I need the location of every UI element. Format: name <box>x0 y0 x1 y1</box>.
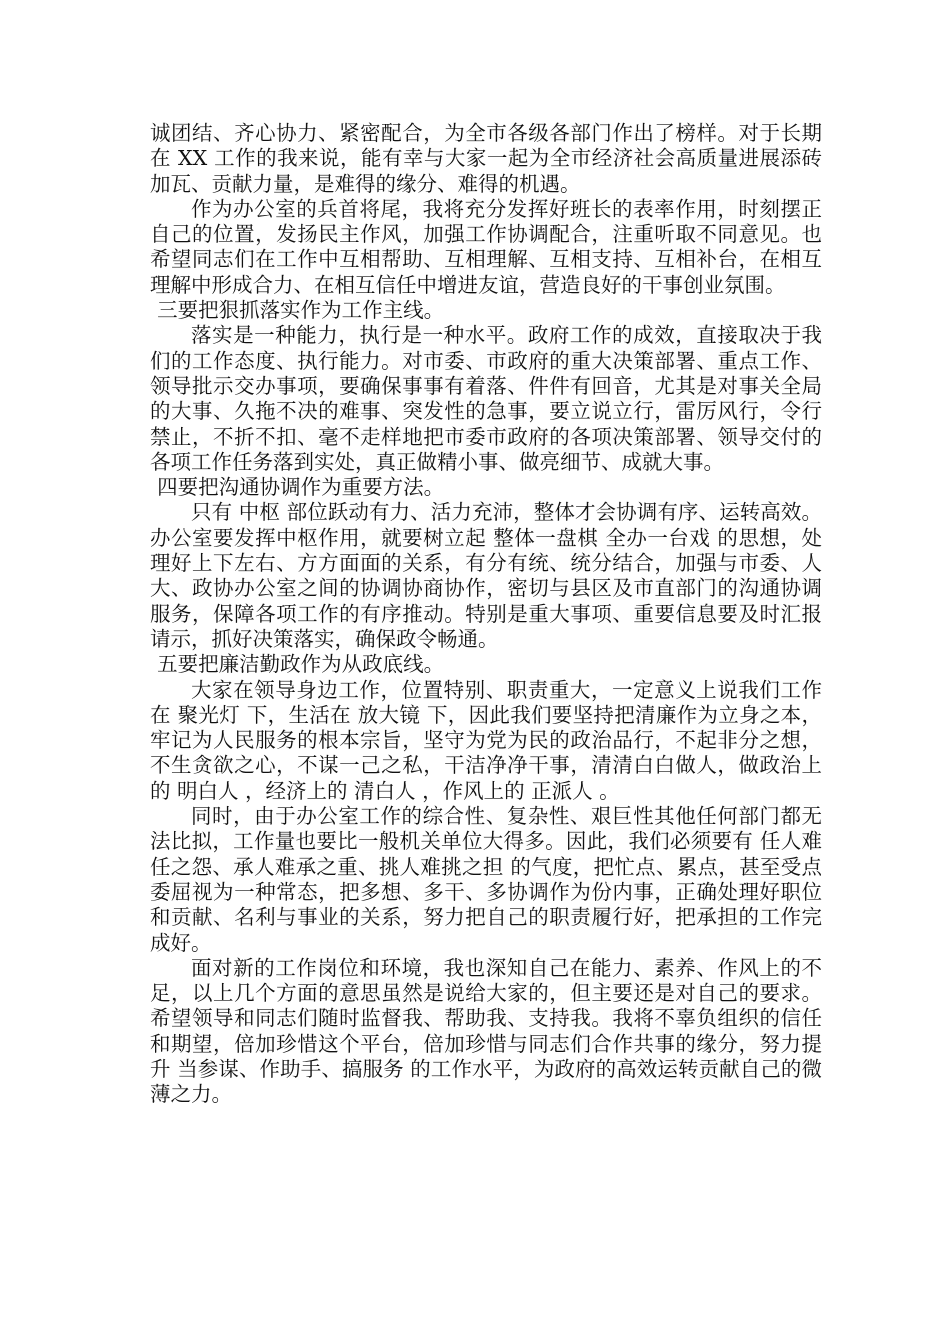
paragraph: 诚团结、齐心协力、紧密配合，为全市各级各部门作出了榜样。对于长期在 XX 工作的我来说，能有幸与大家一起为全市经济社会高质量进展添砖加瓦、贡献力量，是难得的缘分、难得的机遇。 <box>150 121 822 196</box>
section-heading: 四要把沟通协调作为重要方法。 <box>157 475 445 500</box>
paragraph: 落实是一种能力，执行是一种水平。政府工作的成效，直接取决于我们的工作态度、执行能力。对市委、市政府的重大决策部署、重点工作、领导批示交办事项，要确保事事有着落、件件有回音，尤其是对事关全局的大事、久拖不决的难事、突发性的急事，要立说立行，雷厉风行，令行禁止，不折不扣、毫不走样地把市委市政府的各项决策部署、领导交付的各项工作任务落到实处，真正做精小事、做亮细节、成就大事。 <box>150 323 822 474</box>
paragraph: 作为办公室的兵首将尾，我将充分发挥好班长的表率作用，时刻摆正自己的位置，发扬民主作风，加强工作协调配合，注重听取不同意见。也希望同志们在工作中互相帮助、互相理解、互相支持、互相补台，在相互理解中形成合力、在相互信任中增进友谊，营造良好的干事创业氛围。 <box>150 196 822 297</box>
paragraph: 同时，由于办公室工作的综合性、复杂性、艰巨性其他任何部门都无法比拟，工作量也要比一般机关单位大得多。因此，我们必须要有 任人难任之怨、承人难承之重、挑人难挑之担 的气度，把忙点、累点，甚至受点委屈视为一种常态，把多想、多干、多协调作为份内事，正确处理好职位和贡献、名利与事业的关系，努力把自己的职责履行好，把承担的工作完成好。 <box>150 804 822 955</box>
document-body <box>150 121 822 1108</box>
paragraph: 只有 中枢 部位跃动有力、活力充沛，整体才会协调有序、运转高效。办公室要发挥中枢作用，就要树立起 整体一盘棋 全办一台戏 的思想，处理好上下左右、方方面面的关系，有分有统、统分结合，加强与市委、人大、政协办公室之间的协调协商协作，密切与县区及市直部门的沟通协调服务，保障各项工作的有序推动。特别是重大事项、重要信息要及时汇报请示，抓好决策落实，确保政令畅通。 <box>150 500 822 651</box>
section-heading: 三要把狠抓落实作为工作主线。 <box>157 298 445 323</box>
paragraph: 大家在领导身边工作，位置特别、职责重大，一定意义上说我们工作在 聚光灯 下，生活在 放大镜 下，因此我们要坚持把清廉作为立身之本，牢记为人民服务的根本宗旨，坚守为党为民的政治品行，不起非分之想，不生贪欲之心，不谋一己之私，干洁净净干事，清清白白做人，做政治上的 明白人 ，经济上的 清白人 ，作风上的 正派人 。 <box>150 677 822 803</box>
section-heading: 五要把廉洁勤政作为从政底线。 <box>157 652 445 677</box>
paragraph: 面对新的工作岗位和环境，我也深知自己在能力、素养、作风上的不足，以上几个方面的意思虽然是说给大家的，但主要还是对自己的要求。希望领导和同志们随时监督我、帮助我、支持我。我将不辜负组织的信任和期望，倍加珍惜这个平台，倍加珍惜与同志们合作共事的缘分，努力提升 当参谋、作助手、搞服务 的工作水平，为政府的高效运转贡献自己的微薄之力。 <box>150 955 822 1107</box>
